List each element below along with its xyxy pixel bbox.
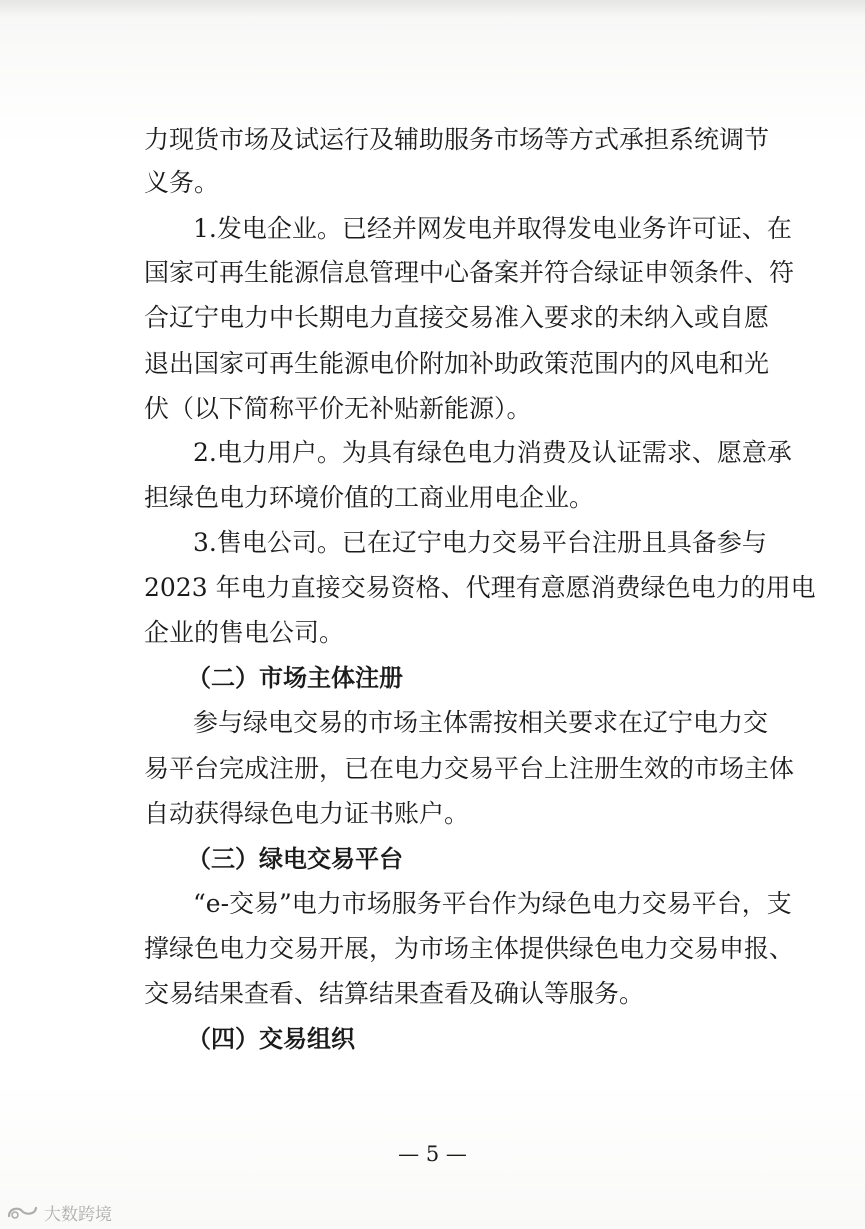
paragraph-line: 力现货市场及试运行及辅助服务市场等方式承担系统调节 (144, 125, 770, 154)
paragraph-line: 2023 年电力直接交易资格、代理有意愿消费绿色电力的用电 (144, 573, 816, 602)
paragraph-line: 易平台完成注册，已在电力交易平台上注册生效的市场主体 (144, 754, 795, 783)
paragraph-line: 国家可再生能源信息管理中心备案并符合绿证申领条件、符 (144, 258, 795, 287)
watermark-text: 大数跨境 (44, 1204, 112, 1225)
section-heading-3: （三）绿电交易平台 (187, 845, 403, 873)
section-heading-4: （四）交易组织 (187, 1025, 355, 1053)
paragraph-line: 自动获得绿色电力证书账户。 (144, 799, 470, 828)
page-number: — 5 — (398, 1142, 467, 1166)
paragraph-line: 伏（以下简称平价无补贴新能源）。 (144, 394, 532, 423)
paragraph-line: 退出国家可再生能源电价附加补助政策范围内的风电和光 (144, 349, 770, 378)
paragraph-line: 撑绿色电力交易开展，为市场主体提供绿色电力交易申报、 (144, 934, 795, 963)
paragraph-line: 交易结果查看、结算结果查看及确认等服务。 (144, 979, 645, 1008)
item-3-title-line: 3.售电公司。已在辽宁电力交易平台注册且具备参与 (193, 528, 767, 557)
item-1-title-line: 1.发电企业。已经并网发电并取得发电业务许可证、在 (193, 214, 792, 243)
item-2-title-line: 2.电力用户。为具有绿色电力消费及认证需求、愿意承 (193, 438, 792, 467)
paragraph-line: 合辽宁电力中长期电力直接交易准入要求的未纳入或自愿 (144, 303, 770, 332)
scan-top-edge (0, 0, 865, 18)
paragraph-line: 义务。 (144, 168, 220, 197)
paragraph-line: 担绿色电力环境价值的工商业用电企业。 (144, 483, 595, 512)
watermark-logo-icon (6, 1203, 40, 1221)
paragraph-line: “e-交易”电力市场服务平台作为绿色电力交易平台，支 (193, 889, 792, 918)
watermark (6, 1200, 112, 1224)
paragraph-line: 企业的售电公司。 (144, 618, 345, 647)
paragraph-line: 参与绿电交易的市场主体需按相关要求在辽宁电力交 (193, 708, 769, 737)
section-heading-2: （二）市场主体注册 (187, 664, 403, 692)
